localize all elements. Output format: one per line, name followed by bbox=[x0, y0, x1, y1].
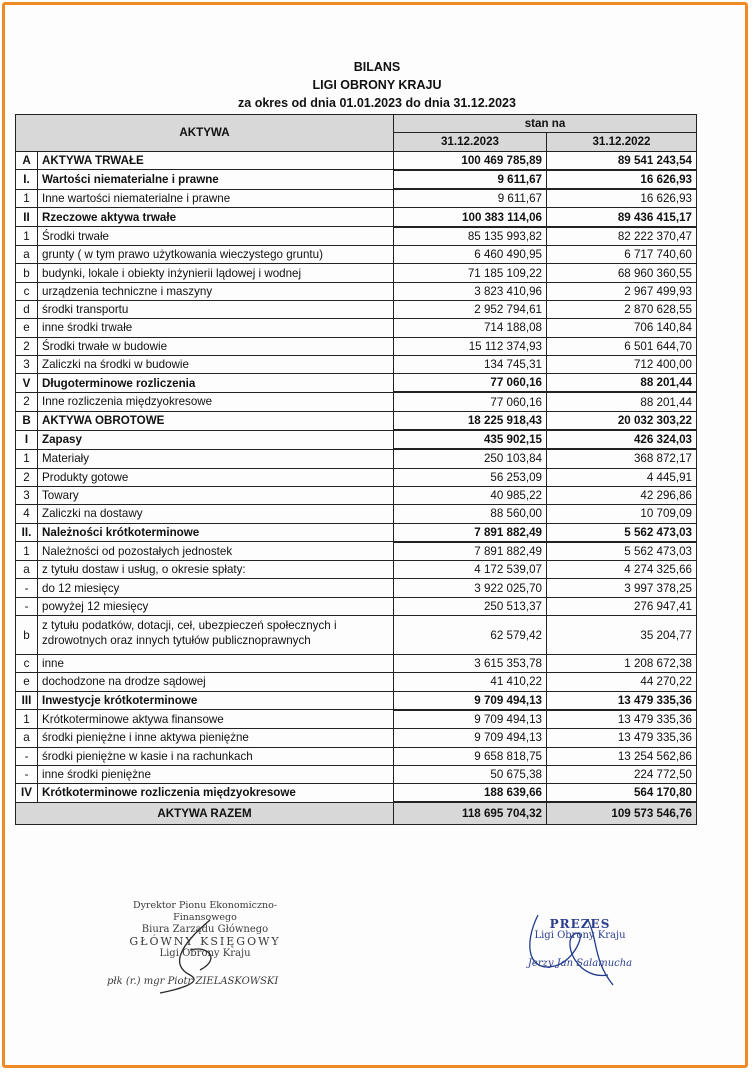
president-name: Jerzy Jan Salamucha bbox=[527, 958, 633, 969]
table-row bbox=[16, 374, 697, 393]
stamp-line-5: płk (r.) mgr Piotr ZIELASKOWSKI bbox=[107, 976, 279, 987]
row-value-2023: 7 891 882,49 bbox=[394, 523, 547, 542]
table-row bbox=[16, 246, 697, 264]
row-code: 3 bbox=[16, 355, 38, 373]
row-name: Inne wartości niematerialne i prawne bbox=[38, 189, 394, 208]
doc-organization: LIGI OBRONY KRAJU bbox=[312, 78, 442, 92]
row-value-2022: 44 270,22 bbox=[547, 673, 697, 691]
row-value-2022: 16 626,93 bbox=[547, 170, 697, 189]
table-row bbox=[16, 729, 697, 747]
row-name: Należności krótkoterminowe bbox=[38, 523, 394, 542]
row-value-2023: 50 675,38 bbox=[394, 765, 547, 783]
row-name: Towary bbox=[38, 486, 394, 504]
row-name: powyżej 12 miesięcy bbox=[38, 597, 394, 615]
row-code: - bbox=[16, 747, 38, 765]
doc-period: za okres od dnia 01.01.2023 do dnia 31.12.2023 bbox=[238, 96, 516, 110]
row-code: e bbox=[16, 319, 38, 337]
row-value-2023: 9 709 494,13 bbox=[394, 710, 547, 729]
row-name: Środki trwałe bbox=[38, 227, 394, 246]
row-code: c bbox=[16, 282, 38, 300]
row-value-2022: 42 296,86 bbox=[547, 486, 697, 504]
row-value-2022: 706 140,84 bbox=[547, 319, 697, 337]
table-row bbox=[16, 337, 697, 355]
row-code: A bbox=[16, 151, 38, 170]
total-row bbox=[16, 802, 697, 825]
header-stan-na: stan na bbox=[394, 115, 697, 133]
row-value-2023: 714 188,08 bbox=[394, 319, 547, 337]
president-title: PREZES bbox=[549, 917, 611, 931]
row-code: 1 bbox=[16, 710, 38, 729]
row-code: 3 bbox=[16, 486, 38, 504]
row-value-2023: 250 103,84 bbox=[394, 449, 547, 468]
row-code: - bbox=[16, 765, 38, 783]
row-code: b bbox=[16, 264, 38, 282]
row-name: z tytułu podatków, dotacji, ceł, ubezpieczeń społecznych i zdrowotnych oraz innych tytułów publicznoprawnych bbox=[38, 616, 394, 655]
row-value-2022: 1 208 672,38 bbox=[547, 655, 697, 673]
table-row bbox=[16, 189, 697, 208]
row-code: d bbox=[16, 300, 38, 318]
row-code: a bbox=[16, 246, 38, 264]
row-value-2023: 40 985,22 bbox=[394, 486, 547, 504]
table-row bbox=[16, 691, 697, 710]
table-row bbox=[16, 597, 697, 615]
row-value-2022: 712 400,00 bbox=[547, 355, 697, 373]
row-value-2022: 564 170,80 bbox=[547, 784, 697, 803]
row-name: dochodzone na drodze sądowej bbox=[38, 673, 394, 691]
row-name: Inne rozliczenia międzyokresowe bbox=[38, 392, 394, 411]
row-value-2022: 13 479 335,36 bbox=[547, 729, 697, 747]
row-code: 1 bbox=[16, 542, 38, 561]
row-code: 1 bbox=[16, 227, 38, 246]
row-value-2022: 3 997 378,25 bbox=[547, 579, 697, 597]
row-value-2023: 56 253,09 bbox=[394, 468, 547, 486]
row-value-2023: 71 185 109,22 bbox=[394, 264, 547, 282]
signature-right-scribble bbox=[518, 905, 628, 995]
row-value-2023: 9 709 494,13 bbox=[394, 691, 547, 710]
stamp-line-3: GŁÓWNY KSIĘGOWY bbox=[129, 935, 281, 948]
row-value-2023: 88 560,00 bbox=[394, 505, 547, 523]
row-code: 4 bbox=[16, 505, 38, 523]
row-value-2023: 100 469 785,89 bbox=[394, 151, 547, 170]
row-value-2023: 7 891 882,49 bbox=[394, 542, 547, 561]
row-value-2023: 62 579,42 bbox=[394, 616, 547, 655]
row-name: środki pieniężne i inne aktywa pieniężne bbox=[38, 729, 394, 747]
table-row bbox=[16, 355, 697, 373]
table-row bbox=[16, 170, 697, 189]
row-name: Rzeczowe aktywa trwałe bbox=[38, 208, 394, 227]
row-code: I. bbox=[16, 170, 38, 189]
row-name: inne bbox=[38, 655, 394, 673]
row-value-2023: 15 112 374,93 bbox=[394, 337, 547, 355]
row-value-2022: 89 541 243,54 bbox=[547, 151, 697, 170]
row-code: II. bbox=[16, 523, 38, 542]
table-row bbox=[16, 579, 697, 597]
row-value-2022: 35 204,77 bbox=[547, 616, 697, 655]
doc-title: BILANS bbox=[353, 60, 401, 74]
table-row bbox=[16, 673, 697, 691]
row-value-2022: 10 709,09 bbox=[547, 505, 697, 523]
total-value-2022: 109 573 546,76 bbox=[547, 802, 697, 825]
row-value-2022: 6 717 740,60 bbox=[547, 246, 697, 264]
table-row bbox=[16, 616, 697, 655]
row-value-2022: 20 032 303,22 bbox=[547, 411, 697, 430]
row-value-2022: 6 501 644,70 bbox=[547, 337, 697, 355]
president-org: Ligi Obrony Kraju bbox=[534, 930, 626, 941]
total-label: AKTYWA RAZEM bbox=[16, 802, 394, 825]
row-code: 2 bbox=[16, 468, 38, 486]
row-code: III bbox=[16, 691, 38, 710]
table-row bbox=[16, 411, 697, 430]
table-row bbox=[16, 227, 697, 246]
row-name: inne środki trwałe bbox=[38, 319, 394, 337]
row-name: Zaliczki na środki w budowie bbox=[38, 355, 394, 373]
row-name: Materiały bbox=[38, 449, 394, 468]
row-value-2022: 88 201,44 bbox=[547, 374, 697, 393]
row-value-2022: 4 445,91 bbox=[547, 468, 697, 486]
row-name: Zaliczki na dostawy bbox=[38, 505, 394, 523]
header-date-2022: 31.12.2022 bbox=[547, 133, 697, 151]
table-row bbox=[16, 264, 697, 282]
row-value-2023: 100 383 114,06 bbox=[394, 208, 547, 227]
row-code: I bbox=[16, 430, 38, 449]
row-name: AKTYWA OBROTOWE bbox=[38, 411, 394, 430]
row-name: Środki trwałe w budowie bbox=[38, 337, 394, 355]
header-aktywa: AKTYWA bbox=[16, 115, 394, 152]
row-value-2023: 250 513,37 bbox=[394, 597, 547, 615]
row-name: Zapasy bbox=[38, 430, 394, 449]
row-value-2022: 13 254 562,86 bbox=[547, 747, 697, 765]
row-code: II bbox=[16, 208, 38, 227]
row-value-2022: 276 947,41 bbox=[547, 597, 697, 615]
row-value-2023: 18 225 918,43 bbox=[394, 411, 547, 430]
table-row bbox=[16, 468, 697, 486]
row-code: a bbox=[16, 561, 38, 579]
row-name: Produkty gotowe bbox=[38, 468, 394, 486]
table-row bbox=[16, 208, 697, 227]
row-value-2022: 13 479 335,36 bbox=[547, 691, 697, 710]
row-value-2023: 41 410,22 bbox=[394, 673, 547, 691]
row-code: b bbox=[16, 616, 38, 655]
row-code: 2 bbox=[16, 392, 38, 411]
row-value-2022: 89 436 415,17 bbox=[547, 208, 697, 227]
row-value-2022: 88 201,44 bbox=[547, 392, 697, 411]
row-value-2023: 9 709 494,13 bbox=[394, 729, 547, 747]
table-row bbox=[16, 151, 697, 170]
row-value-2022: 5 562 473,03 bbox=[547, 523, 697, 542]
row-value-2023: 3 615 353,78 bbox=[394, 655, 547, 673]
row-name: Inwestycje krótkoterminowe bbox=[38, 691, 394, 710]
table-row bbox=[16, 300, 697, 318]
table-row bbox=[16, 542, 697, 561]
row-value-2022: 5 562 473,03 bbox=[547, 542, 697, 561]
table-row bbox=[16, 449, 697, 468]
table-row bbox=[16, 486, 697, 504]
row-code: e bbox=[16, 673, 38, 691]
row-code: IV bbox=[16, 784, 38, 803]
row-value-2023: 77 060,16 bbox=[394, 392, 547, 411]
row-name: inne środki pieniężne bbox=[38, 765, 394, 783]
row-value-2023: 77 060,16 bbox=[394, 374, 547, 393]
row-value-2023: 188 639,66 bbox=[394, 784, 547, 803]
row-value-2023: 9 611,67 bbox=[394, 189, 547, 208]
row-code: 2 bbox=[16, 337, 38, 355]
row-name: AKTYWA TRWAŁE bbox=[38, 151, 394, 170]
row-code: B bbox=[16, 411, 38, 430]
row-name: urządzenia techniczne i maszyny bbox=[38, 282, 394, 300]
row-code: - bbox=[16, 579, 38, 597]
row-value-2022: 82 222 370,47 bbox=[547, 227, 697, 246]
row-value-2023: 9 658 818,75 bbox=[394, 747, 547, 765]
table-row bbox=[16, 392, 697, 411]
row-value-2023: 3 823 410,96 bbox=[394, 282, 547, 300]
row-name: do 12 miesięcy bbox=[38, 579, 394, 597]
stamp-line-4: Ligi Obrony Kraju bbox=[159, 948, 251, 959]
row-value-2023: 85 135 993,82 bbox=[394, 227, 547, 246]
row-value-2022: 368 872,17 bbox=[547, 449, 697, 468]
row-name: budynki, lokale i obiekty inżynierii lądowej i wodnej bbox=[38, 264, 394, 282]
row-value-2023: 9 611,67 bbox=[394, 170, 547, 189]
row-value-2022: 2 967 499,93 bbox=[547, 282, 697, 300]
total-value-2023: 118 695 704,32 bbox=[394, 802, 547, 825]
table-row bbox=[16, 747, 697, 765]
table-row bbox=[16, 505, 697, 523]
row-code: V bbox=[16, 374, 38, 393]
row-name: Wartości niematerialne i prawne bbox=[38, 170, 394, 189]
stamp-line-1: Dyrektor Pionu Ekonomiczno-Finansowego bbox=[132, 900, 278, 923]
table-row bbox=[16, 710, 697, 729]
table-row bbox=[16, 282, 697, 300]
stamp-line-2: Biura Zarządu Głównego bbox=[141, 924, 269, 935]
row-value-2023: 2 952 794,61 bbox=[394, 300, 547, 318]
table-row bbox=[16, 561, 697, 579]
row-value-2023: 3 922 025,70 bbox=[394, 579, 547, 597]
row-name: grunty ( w tym prawo użytkowania wieczystego gruntu) bbox=[38, 246, 394, 264]
table-row bbox=[16, 523, 697, 542]
header-date-2023: 31.12.2023 bbox=[394, 133, 547, 151]
row-name: z tytułu dostaw i usług, o okresie spłaty: bbox=[38, 561, 394, 579]
row-value-2022: 4 274 325,66 bbox=[547, 561, 697, 579]
row-value-2023: 435 902,15 bbox=[394, 430, 547, 449]
row-code: c bbox=[16, 655, 38, 673]
row-code: 1 bbox=[16, 189, 38, 208]
table-row bbox=[16, 784, 697, 803]
row-name: Krótkoterminowe rozliczenia międzyokresowe bbox=[38, 784, 394, 803]
row-value-2022: 2 870 628,55 bbox=[547, 300, 697, 318]
row-code: 1 bbox=[16, 449, 38, 468]
table-row bbox=[16, 765, 697, 783]
row-code: a bbox=[16, 729, 38, 747]
row-value-2022: 13 479 335,36 bbox=[547, 710, 697, 729]
row-value-2022: 68 960 360,55 bbox=[547, 264, 697, 282]
row-value-2023: 4 172 539,07 bbox=[394, 561, 547, 579]
row-value-2022: 224 772,50 bbox=[547, 765, 697, 783]
row-value-2022: 16 626,93 bbox=[547, 189, 697, 208]
row-name: Krótkoterminowe aktywa finansowe bbox=[38, 710, 394, 729]
table-row bbox=[16, 319, 697, 337]
row-code: - bbox=[16, 597, 38, 615]
row-value-2023: 6 460 490,95 bbox=[394, 246, 547, 264]
row-value-2022: 426 324,03 bbox=[547, 430, 697, 449]
signature-left-scribble bbox=[150, 915, 240, 995]
row-name: środki pieniężne w kasie i na rachunkach bbox=[38, 747, 394, 765]
row-name: środki transportu bbox=[38, 300, 394, 318]
table-row bbox=[16, 430, 697, 449]
balance-table bbox=[15, 114, 697, 825]
row-value-2023: 134 745,31 bbox=[394, 355, 547, 373]
table-row bbox=[16, 655, 697, 673]
row-name: Długoterminowe rozliczenia bbox=[38, 374, 394, 393]
row-name: Należności od pozostałych jednostek bbox=[38, 542, 394, 561]
